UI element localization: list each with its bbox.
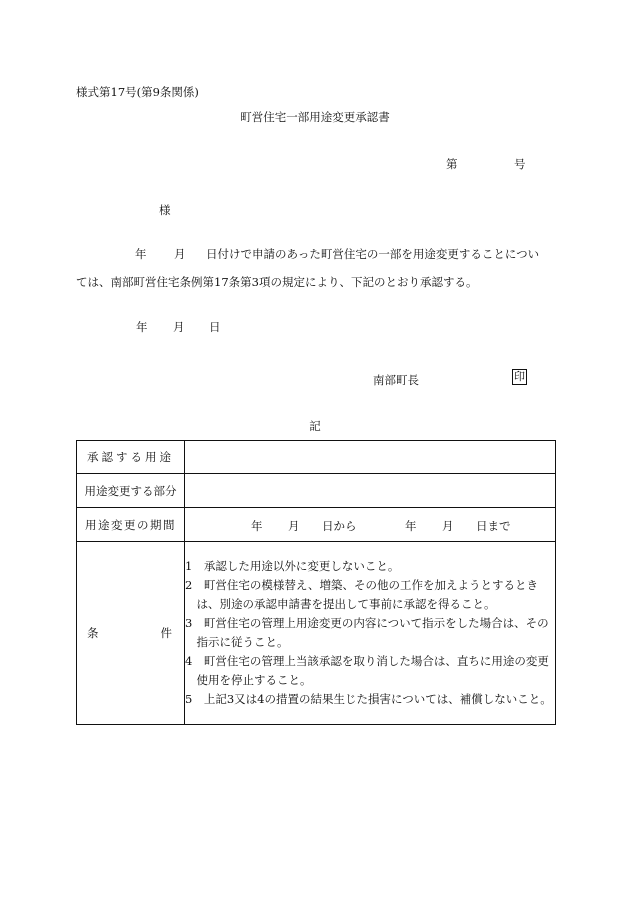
- value-approved-use: [185, 441, 556, 474]
- issue-year: 年: [136, 320, 148, 334]
- label-changed-part: 用途変更する部分: [77, 474, 185, 508]
- period-from-year: 年: [251, 519, 263, 533]
- document-title: 町営住宅一部用途変更承認書: [240, 110, 390, 124]
- body-text-1: 日付けで申請のあった町営住宅の一部を用途変更することについ: [206, 247, 540, 261]
- condition-item: 1 承認した用途以外に変更しないこと。: [185, 559, 400, 573]
- period-to-month: 月: [442, 519, 454, 533]
- label-conditions: [77, 542, 185, 725]
- label-conditions-right: 件: [160, 626, 172, 640]
- label-change-period: 用途変更の期間: [77, 508, 185, 542]
- issuer-name: 南部町長: [373, 373, 419, 387]
- condition-item: 2 町営住宅の模様替え、増築、その他の工作を加えようとするときは、別途の承認申請書を提出して事前に承認を得ること。: [185, 578, 539, 611]
- period-to-year: 年: [405, 519, 417, 533]
- table-row-period: [77, 508, 556, 542]
- seal-mark: 印: [514, 370, 525, 383]
- doc-number-prefix: 第: [446, 157, 458, 171]
- body-year: 年: [135, 247, 147, 261]
- body-line-2: ては、南部町営住宅条例第17条第3項の規定により、下記のとおり承認する。: [76, 275, 478, 289]
- label-approved-use: 承認する用途: [77, 441, 185, 474]
- form-number: 様式第17号(第9条関係): [76, 85, 199, 99]
- condition-item: 3 町営住宅の管理上用途変更の内容について指示をした場合は、その指示に従うこと。: [185, 616, 549, 649]
- doc-number-suffix: 号: [514, 157, 526, 171]
- period-to-day: 日まで: [476, 519, 511, 533]
- label-conditions-left: 条: [87, 626, 99, 640]
- value-change-period: [185, 508, 556, 542]
- issue-month: 月: [173, 320, 185, 334]
- approval-table: [76, 440, 556, 725]
- period-from-month: 月: [288, 519, 300, 533]
- condition-item: 5 上記3又は4の措置の結果生じた損害については、補償しないこと。: [185, 692, 552, 706]
- period-from-day: 日から: [322, 519, 357, 533]
- table-row-use: [77, 441, 556, 474]
- table-row-part: [77, 474, 556, 508]
- addressee-suffix: 様: [159, 203, 171, 217]
- body-month: 月: [174, 247, 186, 261]
- conditions-list: [185, 542, 556, 725]
- condition-item: 4 町営住宅の管理上当該承認を取り消した場合は、直ちに用途の変更使用を停止すること。: [185, 654, 549, 687]
- ki-heading: 記: [309, 419, 321, 433]
- issue-day: 日: [209, 320, 221, 334]
- table-row-conditions: [77, 542, 556, 725]
- value-changed-part: [185, 474, 556, 508]
